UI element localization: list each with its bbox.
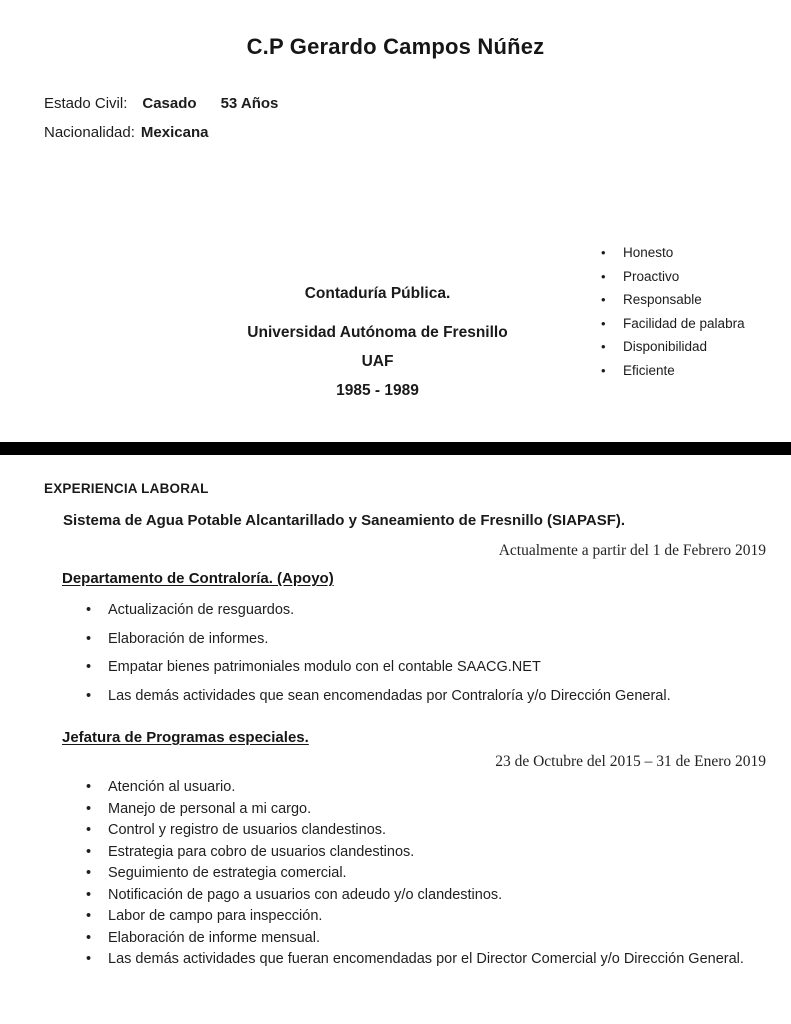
list-item [86, 601, 748, 619]
bullet-icon: • [86, 908, 92, 924]
bullet-icon: • [86, 843, 92, 860]
quality-text: Proactivo [623, 268, 680, 284]
bullet-icon: • [86, 659, 92, 675]
bullet-icon: • [601, 315, 606, 331]
qualities-list [601, 245, 745, 386]
nationality-row [44, 124, 278, 153]
duty-text: Manejo de personal a mi cargo. [108, 800, 312, 817]
quality-text: Eficiente [623, 362, 675, 378]
education-block [155, 284, 600, 401]
bullet-icon: • [86, 929, 92, 946]
marital-status-label: Estado Civil: [44, 95, 128, 112]
quality-text: Disponibilidad [623, 339, 708, 354]
bullet-icon: • [86, 779, 92, 795]
bullet-icon: • [86, 822, 92, 838]
marital-status-row [44, 95, 278, 124]
duty-text: Elaboración de informe mensual. [108, 929, 320, 946]
list-item [86, 820, 748, 842]
quality-item [601, 292, 745, 307]
bullet-icon: • [601, 268, 606, 284]
age-value: 53 Años [220, 95, 279, 112]
job2-period: 23 de Octubre del 2015 – 31 de Enero 2019 [495, 753, 766, 770]
quality-item [601, 363, 745, 378]
marital-status-value: Casado [142, 95, 197, 112]
job1-title: Departamento de Contraloría. (Apoyo) [62, 570, 334, 587]
list-item [86, 928, 748, 950]
job1-period: Actualmente a partir del 1 de Febrero 2019 [498, 542, 766, 559]
education-degree: Contaduría Pública. [304, 285, 451, 302]
page-title: C.P Gerardo Campos Núñez [246, 34, 545, 59]
list-item [86, 658, 748, 676]
quality-item [601, 316, 745, 331]
bullet-icon: • [601, 292, 606, 307]
list-item [86, 842, 748, 864]
education-institution: Universidad Autónoma de Fresnillo [247, 324, 508, 341]
nationality-label: Nacionalidad: [44, 124, 135, 141]
list-item [86, 949, 748, 971]
duty-text: Notificación de pago a usuarios con adeudo y/o clandestinos. [108, 886, 503, 903]
list-item [86, 687, 748, 705]
job1-duties-list [86, 601, 748, 715]
duty-text: Seguimiento de estrategia comercial. [108, 865, 347, 881]
quality-text: Responsable [623, 292, 702, 307]
list-item [86, 863, 748, 885]
nationality-value: Mexicana [140, 124, 209, 141]
bullet-icon: • [601, 245, 606, 260]
education-acronym: UAF [361, 353, 394, 370]
bullet-icon: • [86, 865, 92, 881]
duty-text: Empatar bienes patrimoniales modulo con el contable SAACG.NET [108, 659, 541, 675]
quality-item [601, 245, 745, 260]
list-item [86, 799, 748, 821]
employer-name: Sistema de Agua Potable Alcantarillado y Saneamiento de Fresnillo (SIAPASF). [63, 512, 626, 529]
list-item [86, 906, 748, 928]
bullet-icon: • [86, 886, 92, 903]
bullet-icon: • [86, 687, 92, 704]
job2-title: Jefatura de Programas especiales. [62, 729, 309, 746]
experience-section-title: EXPERIENCIA LABORAL [44, 481, 209, 496]
job2-duties-list [86, 777, 748, 971]
list-item [86, 777, 748, 799]
quality-item [601, 269, 745, 284]
list-item [86, 630, 748, 648]
education-period: 1985 - 1989 [336, 382, 419, 399]
duty-text: Las demás actividades que sean encomendadas por Contraloría y/o Dirección General. [108, 687, 671, 704]
quality-item [601, 339, 745, 354]
duty-text: Control y registro de usuarios clandestinos. [108, 822, 387, 838]
quality-text: Facilidad de palabra [623, 315, 745, 331]
duty-text: Elaboración de informes. [108, 630, 269, 647]
bullet-icon: • [601, 362, 606, 378]
quality-text: Honesto [623, 245, 674, 260]
bullet-icon: • [601, 339, 606, 354]
duty-text: Labor de campo para inspección. [108, 908, 323, 924]
duty-text: Actualización de resguardos. [108, 602, 295, 618]
duty-text: Las demás actividades que fueran encomendadas por el Director Comercial y/o Dirección General. [108, 951, 744, 967]
duty-text: Atención al usuario. [108, 779, 236, 795]
bullet-icon: • [86, 630, 92, 647]
bullet-icon: • [86, 951, 92, 967]
personal-info [44, 95, 278, 153]
duty-text: Estrategia para cobro de usuarios clandestinos. [108, 843, 415, 860]
section-divider-bar [0, 442, 791, 455]
list-item [86, 885, 748, 907]
bullet-icon: • [86, 602, 92, 618]
bullet-icon: • [86, 800, 92, 817]
